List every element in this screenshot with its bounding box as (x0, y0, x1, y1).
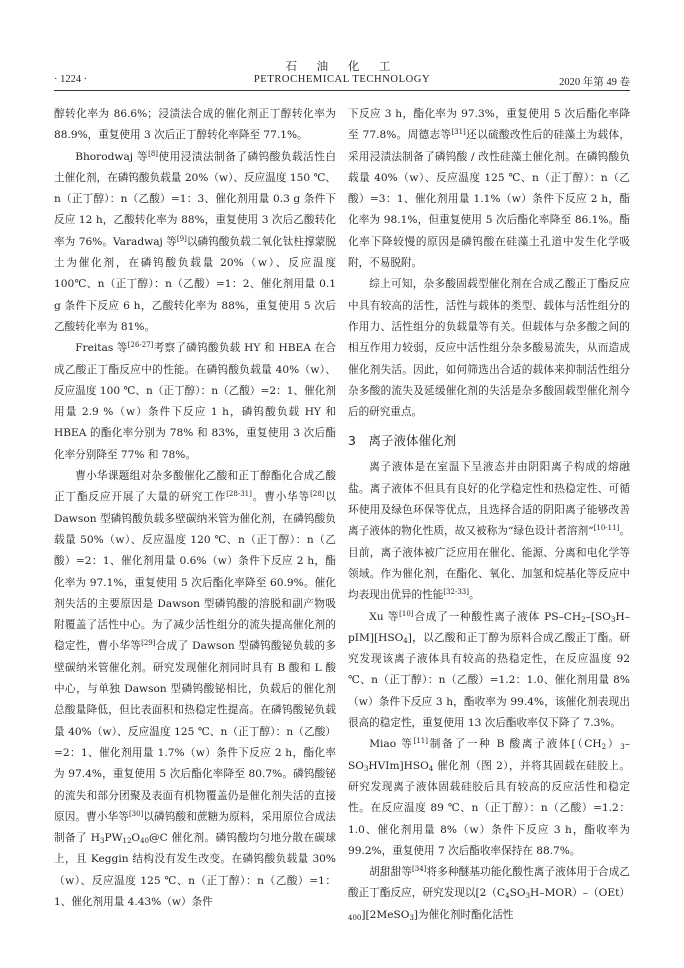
paragraph: 醇转化率为 86.6%；浸渍法合成的催化剂正丁醇转化率为 88.9%，重复使用 3 次后正丁醇转化率降至 77.1%。 (54, 108, 336, 142)
citation: [28-31] (226, 490, 252, 499)
section-heading: 3 离子液体催化剂 (348, 433, 456, 449)
citation: [28] (310, 490, 325, 499)
paragraph: 下反应 3 h，酯化率为 97.3%，重复使用 5 次后酯化率降至 77.8%。周德志等[31]还以硫酸改性后的硅藻土为载体，采用浸渍法制备了磷钨酸 / 改性硅藻土催化剂。在磷钨酸负载量 40%（w）、反应温度 125 ℃、n（正丁醇）：n（乙酸）=3：1、催化剂用量 1.1%（w）条件下反应 2 h，酯化率为 98.1%，但重复使用 5 次后酯化率降至 86.1%。酯化率下降较慢的原因是磷钨酸在硅藻土孔道中发生化学吸附，不易脱附。 (348, 108, 631, 270)
right-column (348, 104, 630, 926)
citation: [34] (412, 865, 427, 874)
paragraph: 综上可知，杂多酸固载型催化剂在合成乙酸正丁酯反应中具有较高的活性，活性与载体的类型、载体与活性组分的作用力、活性组分的负载量等有关。但载体与杂多酸之间的相互作用力较弱，反应中活性组分杂多酸易流失，从而造成催化剂失活。因此，如何筛选出合适的载体来抑制活性组分杂多酸的流失及延缓催化剂的失活是杂多酸固载型催化剂今后的研究重点。 (348, 278, 630, 419)
header-rule (54, 90, 630, 91)
paragraph: 离子液体是在室温下呈液态并由阴阳离子构成的熔融盐。离子液体不但具有良好的化学稳定性和热稳定性、可循环使用及绿色环保等优点，且选择合适的阴阳离子能够改善离子液体的物化性质，故又被称为“绿色设计者溶剂”[10-11]。目前，离子液体被广泛应用在催化、能源、分离和电化学等领域。作为催化剂，在酯化、氧化、加氢和烷基化等反应中均表现出优异的性能[32-33]。 (348, 461, 630, 602)
citation: [30] (128, 809, 144, 818)
paragraph: 胡甜甜等[34]将多种醚基功能化酸性离子液体用于合成乙酸正丁酯反应，研究发现以$[2(C_4SO_3H-MOR)-(OEt)_{400}][2MeSO_3]$为催化剂时酯化活性 (348, 865, 630, 922)
citation: [10-11] (593, 524, 620, 533)
issue-label: 2020 年第 49 卷 (559, 77, 630, 88)
paragraph: Bhorodwaj 等[8]使用浸渍法制备了磷钨酸负载活性白土催化剂，在磷钨酸负载量 20%（w）、反应温度 150 ℃、n（正丁醇）：n（乙酸）=1：3、催化剂用量 0.3 g 条件下反应 12 h，乙酸转化率为 88%，重复使用 3 次后乙酸转化率为 76%。Varadwaj 等[9]以磷钨酸负载二氧化钛柱撑蒙脱土为催化剂，在磷钨酸负载量 20%（w）、反应温度 100℃、n（正丁醇）：n（乙酸）=1：2、催化剂用量 0.1 g 条件下反应 6 h，乙酸转化率为 88%，重复使用 5 次后乙酸转化率为 81%。 (54, 149, 337, 333)
journal-title-en: PETROCHEMICAL TECHNOLOGY (253, 74, 431, 85)
citation: [11] (413, 737, 428, 746)
paragraph: Freitas 等[26-27]考察了磷钨酸负载 HY 和 HBEA 在合成乙酸正丁酯反应中的性能。在磷钨酸负载量 40%（w）、反应温度 100 ℃、n（正丁醇）：n（乙酸）=2：1、催化剂用量 2.9 %（w）条件下反应 1 h，磷钨酸负载 HY 和 HBEA 的酯化率分别为 78% 和 83%，重复使用 3 次后酯化率分别降至 77% 和 78%。 (54, 341, 337, 461)
citation: [10] (399, 609, 414, 618)
citation: [9] (176, 234, 187, 243)
citation: [31] (451, 128, 466, 137)
journal-title-cn: 石 油 化 工 (285, 59, 399, 73)
citation: [26-27] (127, 341, 154, 350)
citation: [32-33] (443, 588, 469, 597)
paragraph: Miao 等[11]制备了一种 B 酸离子液体$[(CH_2)_3-SO_3HVIm]HSO_4$ 催化剂（图 2），并将其固载在硅胶上。研究发现离子液体固载硅胶后具有较高的反应活性和稳定性。在反应温度 89 ℃、n（正丁醇）：n（乙酸）=1.2：1.0、催化剂用量 8%（w）条件下反应 3 h，酯收率为 99.2%，重复使用 7 次后酯收率保持在 88.7%。 (348, 737, 631, 857)
citation: [29] (141, 639, 156, 648)
citation: [8] (148, 149, 159, 158)
page-number: · 1224 · (54, 74, 88, 85)
left-column (54, 104, 336, 913)
paragraph: 曹小华课题组对杂多酸催化乙酸和正丁醇酯化合成乙酸正丁酯反应开展了大量的研究工作[28-31]。曹小华等[28]以 Dawson 型磷钨酸负载多壁碳纳米管为催化剂，在磷钨酸负载量 50%（w）、反应温度 120 ℃、n（正丁醇）：n（乙酸）=2：1、催化剂用量 0.6%（w）条件下反应 2 h，酯化率为 97.1%，重复使用 5 次后酯化率降至 60.9%。催化剂失活的主要原因是 Dawson 型磷钨酸的溶脱和副产物吸附覆盖了活性中心。为了减少活性组分的流失提高催化剂的稳定性，曹小华等[29]合成了 Dawson 型磷钨酸铋负载的多壁碳纳米管催化剂。研究发现催化剂同时具有 B 酸和 L 酸中心，与单独 Dawson 型磷钨酸铋相比，负载后的催化剂总酸量降低，但比表面积和热稳定性提高。在磷钨酸铋负载量 40%（w）、反应温度 125 ℃、n（正丁醇）：n（乙酸）=2：1、催化剂用量 1.7%（w）条件下反应 2 h，酯化率为 97.4%，重复使用 5 次后酯化率降至 80.7%。磷钨酸铋的流失和部分团聚及表面有机物覆盖仍是催化剂失活的直接原因。曹小华等[30]以磷钨酸和蔗糖为原料，采用原位合成法制备了 $H_3PW_{12}O_{40}@C$ 催化剂。磷钨酸均匀地分散在碳球上，且 Keggin 结构没有发生改变。在磷钨酸负载量 30%（w）、反应温度 125 ℃、n（正丁醇）：n（乙酸）=1：1、催化剂用量 4.43%（w）条件 (54, 470, 337, 908)
paragraph: Xu 等[10]合成了一种酸性离子液体 $PS-CH_2-[SO_3H-pIM][HSO_4]$，以乙酸和正丁醇为原料合成乙酸正丁酯。研究发现该离子液体具有较高的热稳定性，在反应温度 92 ℃、n（正丁醇）：n（乙酸）=1.2：1.0、催化剂用量 8%（w）条件下反应 3 h，酯收率为 99.4%，该催化剂表现出很高的稳定性，重复使用 13 次后酯收率仅下降了 7.3%。 (348, 609, 630, 730)
